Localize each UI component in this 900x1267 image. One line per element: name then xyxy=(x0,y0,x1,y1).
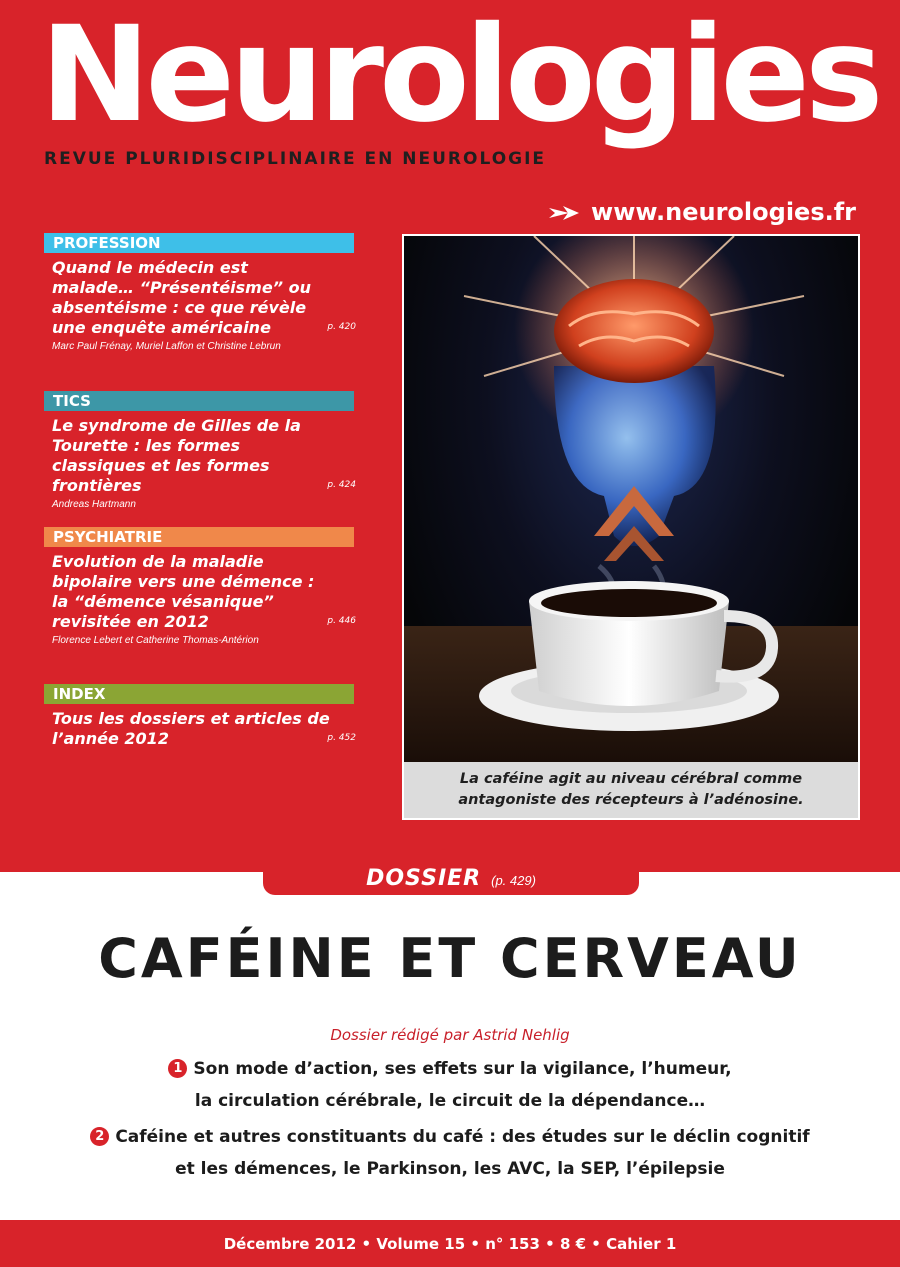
website-url: www.neurologies.fr xyxy=(591,198,856,226)
toc-section-tics xyxy=(44,391,354,510)
dossier-title: CAFÉINE ET CERVEAU xyxy=(98,927,802,990)
dossier-point-2-continued: et les démences, le Parkinson, les AVC, la SEP, l’épilepsie xyxy=(175,1159,725,1179)
page-reference: p. 424 xyxy=(327,480,356,490)
cover-illustration xyxy=(402,234,860,764)
dossier-point-1 xyxy=(0,1054,900,1084)
toc-section-profession xyxy=(44,233,354,352)
section-heading: INDEX xyxy=(44,684,354,704)
point-text: Son mode d’action, ses effets sur la vigilance, l’humeur, xyxy=(193,1059,732,1079)
number-badge: 1 xyxy=(168,1059,187,1078)
article-title[interactable] xyxy=(52,552,356,632)
website-link[interactable] xyxy=(549,198,856,226)
article-authors: Florence Lebert et Catherine Thomas-Antérion xyxy=(52,635,259,646)
caption-line-2: antagoniste des récepteurs à l’adénosine. xyxy=(458,792,804,808)
section-heading: PSYCHIATRIE xyxy=(44,527,354,547)
article-title-text: Le syndrome de Gilles de la Tourette : les formes classiques et les formes frontières xyxy=(52,416,301,495)
article-authors: Marc Paul Frénay, Muriel Laffon et Christine Lebrun xyxy=(52,341,281,352)
section-heading: TICS xyxy=(44,391,354,411)
number-badge: 2 xyxy=(90,1127,109,1146)
article-title-text: Evolution de la maladie bipolaire vers une démence : la “démence vésanique” revisitée en 2012 xyxy=(52,552,315,631)
article-title[interactable] xyxy=(52,709,356,749)
dossier-tab xyxy=(263,861,639,895)
article-title[interactable] xyxy=(52,258,356,338)
caption-line-1: La caféine agit au niveau cérébral comme xyxy=(459,771,803,787)
toc-section-psychiatrie xyxy=(44,527,354,646)
brain-coffee-illustration xyxy=(404,236,858,762)
dossier-point-2 xyxy=(0,1122,900,1152)
article-title-text: Quand le médecin est malade… “Présentéisme” ou absentéisme : ce que révèle une enquête américaine xyxy=(52,258,311,337)
page-reference: p. 446 xyxy=(327,616,356,626)
dossier-point-1-continued: la circulation cérébrale, le circuit de la dépendance… xyxy=(194,1091,706,1111)
arrow-right-icon xyxy=(549,198,579,226)
article-title[interactable] xyxy=(52,416,356,496)
page-reference: p. 452 xyxy=(327,733,356,743)
article-title-text: Tous les dossiers et articles de l’année 2012 xyxy=(52,709,330,748)
magazine-title: Neurologies xyxy=(40,0,879,152)
issue-footer xyxy=(0,1220,900,1267)
point-text: Caféine et autres constituants du café : des études sur le déclin cognitif xyxy=(115,1127,810,1147)
article-authors: Andreas Hartmann xyxy=(52,499,136,510)
page-reference: p. 420 xyxy=(327,322,356,332)
magazine-subtitle: REVUE PLURIDISCIPLINAIRE EN NEUROLOGIE xyxy=(44,149,547,169)
section-heading: PROFESSION xyxy=(44,233,354,253)
image-caption xyxy=(402,762,860,820)
dossier-byline: Dossier rédigé par Astrid Nehlig xyxy=(330,1026,570,1044)
dossier-page-reference: (p. 429) xyxy=(491,872,536,888)
issue-info: Décembre 2012 • Volume 15 • n° 153 • 8 € • Cahier 1 xyxy=(223,1234,677,1253)
dossier-label: DOSSIER xyxy=(366,865,482,891)
toc-section-index xyxy=(44,684,354,749)
